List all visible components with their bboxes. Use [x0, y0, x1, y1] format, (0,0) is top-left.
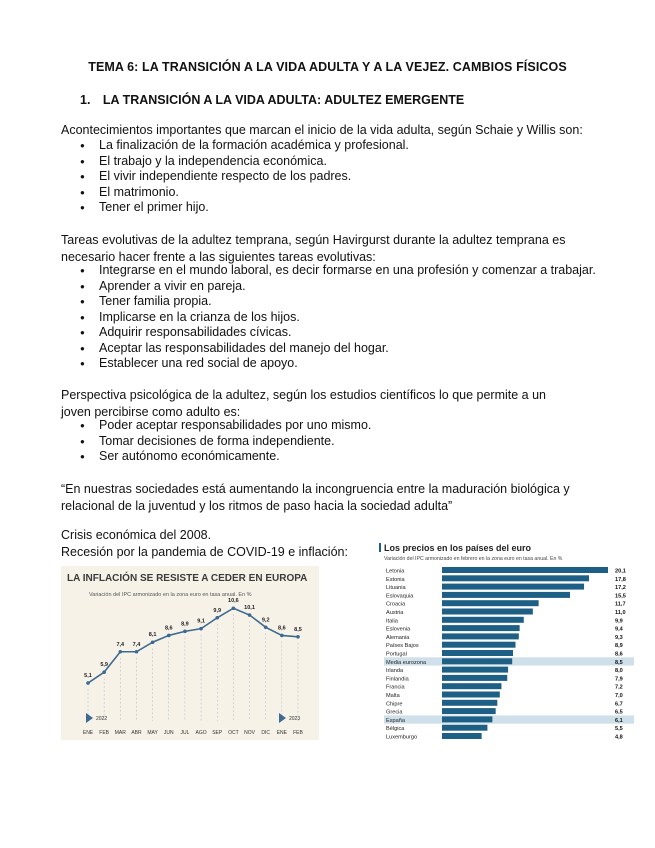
- category-label: Austria: [386, 610, 404, 616]
- data-point: [183, 630, 187, 634]
- countries-bar-chart: [376, 540, 636, 750]
- category-label: Portugal: [386, 651, 407, 658]
- list-item: ● El trabajo y la independencia económica.: [99, 154, 409, 170]
- section-heading: [80, 93, 464, 107]
- value-label: 15,5: [615, 593, 626, 600]
- line-chart-svg: [61, 566, 319, 740]
- tasks-list: [99, 263, 596, 372]
- value-label: 7,9: [615, 676, 623, 683]
- year-label: 2023: [289, 716, 301, 722]
- bar: [442, 650, 513, 656]
- bar: [442, 592, 570, 598]
- value-label: 11,0: [615, 610, 626, 616]
- perspective-list: [99, 418, 371, 465]
- data-label: 8,6: [278, 625, 286, 632]
- list-item: ● Adquirir responsabilidades cívicas.: [99, 325, 596, 341]
- value-label: 11,7: [615, 601, 626, 608]
- crisis-line-1: Crisis económica del 2008.: [61, 528, 212, 542]
- chart-subtitle: Variación del IPC armonizado en la zona euro en tasa anual. En %: [89, 592, 252, 598]
- category-label: Eslovaquia: [386, 593, 414, 600]
- page-title: TEMA 6: LA TRANSICIÓN A LA VIDA ADULTA Y A LA VEJEZ. CAMBIOS FÍSICOS: [88, 60, 567, 74]
- category-label: Malta: [386, 693, 400, 699]
- bar: [442, 584, 584, 590]
- bar: [442, 609, 533, 615]
- category-label: Alemania: [386, 634, 410, 641]
- crisis-line-2: Recesión por la pandemia de COVID-19 e inflación:: [61, 545, 348, 559]
- list-item: ● La finalización de la formación académica y profesional.: [99, 138, 409, 154]
- category-label: Francia: [386, 684, 405, 691]
- data-point: [215, 616, 219, 620]
- bar: [442, 683, 501, 689]
- data-label: 5,1: [84, 673, 92, 680]
- tick-label: SEP: [212, 730, 223, 736]
- list-item: ● Integrarse en el mundo laboral, es decir formarse en una profesión y comenzar a trabajar.: [99, 263, 596, 279]
- value-label: 9,9: [615, 618, 623, 625]
- tick-label: MAY: [147, 730, 158, 736]
- perspective-intro: Perspectiva psicológica de la adultez, según los estudios científicos lo que permite a un joven percibirse como adulto es:: [61, 388, 547, 419]
- list-item: ● Tener el primer hijo.: [99, 200, 409, 216]
- category-label: España: [386, 717, 405, 724]
- tasks-intro: Tareas evolutivas de la adultez temprana, según Havirgurst durante la adultez temprana es necesario hacer frente a las siguientes tareas evolutivas:: [61, 233, 566, 264]
- tick-label: OCT: [228, 730, 239, 736]
- data-point: [167, 634, 171, 638]
- list-item: ● Aprender a vivir en pareja.: [99, 279, 596, 295]
- data-label: 10,6: [228, 598, 239, 605]
- row-highlight: [384, 715, 634, 723]
- bar: [442, 600, 539, 606]
- title-accent-mark: [379, 543, 381, 552]
- value-label: 6,7: [615, 701, 623, 708]
- data-point: [248, 613, 252, 617]
- list-item: ● Poder aceptar responsabilidades por uno mismo.: [99, 418, 371, 434]
- data-point: [264, 625, 268, 629]
- data-point: [135, 650, 139, 654]
- value-label: 6,1: [615, 717, 623, 724]
- data-label: 8,9: [181, 621, 189, 628]
- tick-label: JUN: [163, 730, 174, 736]
- inflation-line-chart: [61, 566, 319, 740]
- year-label: 2022: [96, 716, 108, 722]
- bar: [442, 725, 487, 731]
- value-label: 7,0: [615, 693, 623, 699]
- list-item: ● Tener familia propia.: [99, 294, 596, 310]
- category-label: Estonia: [386, 576, 405, 583]
- value-label: 8,0: [615, 668, 623, 675]
- tick-label: FEB: [293, 730, 303, 736]
- category-label: Finlandia: [386, 676, 409, 683]
- value-label: 17,8: [615, 576, 626, 583]
- tick-label: NOV: [244, 730, 255, 736]
- bar: [442, 658, 512, 664]
- category-label: Países Bajos: [386, 643, 419, 650]
- chart-title: Los precios en los países del euro: [384, 543, 532, 553]
- bar: [442, 575, 589, 581]
- bar: [442, 625, 520, 631]
- bar: [442, 708, 496, 714]
- data-label: 7,4: [132, 641, 141, 648]
- data-point: [296, 635, 300, 639]
- category-label: Eslovenia: [386, 626, 411, 633]
- bar: [442, 733, 482, 739]
- data-label: 8,5: [294, 626, 302, 633]
- data-label: 9,1: [197, 618, 205, 625]
- category-label: Letonia: [386, 568, 405, 575]
- data-point: [199, 627, 203, 631]
- list-item: ● Implicarse en la crianza de los hijos.: [99, 310, 596, 326]
- data-label: 10,1: [244, 605, 255, 612]
- value-label: 8,6: [615, 651, 623, 658]
- list-item: ● Tomar decisiones de forma independiente.: [99, 434, 371, 450]
- tick-label: ENE: [82, 730, 94, 736]
- data-label: 7,4: [116, 641, 125, 648]
- events-list: [99, 138, 409, 216]
- data-label: 8,6: [164, 625, 173, 632]
- data-label: 5,9: [100, 662, 108, 669]
- data-label: 8,1: [148, 632, 157, 639]
- section-title: LA TRANSICIÓN A LA VIDA ADULTA: ADULTEZ EMERGENTE: [102, 93, 465, 107]
- tick-label: MAR: [114, 730, 126, 736]
- value-label: 17,2: [615, 585, 626, 592]
- bar: [442, 642, 516, 648]
- data-point: [151, 640, 155, 644]
- list-item: ● Ser autónomo económicamente.: [99, 449, 371, 465]
- bar: [442, 716, 492, 722]
- bar: [442, 617, 524, 623]
- data-point: [232, 606, 236, 610]
- bar: [442, 700, 497, 706]
- data-point: [280, 634, 284, 638]
- value-label: 9,4: [615, 626, 623, 633]
- tick-label: JUL: [180, 730, 190, 736]
- category-label: Chipre: [386, 701, 403, 708]
- data-point: [86, 681, 90, 685]
- bar: [442, 667, 508, 673]
- value-label: 4,8: [615, 734, 623, 741]
- data-point: [119, 650, 123, 654]
- data-label: 9,9: [213, 607, 222, 614]
- bar: [442, 567, 608, 573]
- category-label: Bélgica: [386, 726, 405, 733]
- data-label: 9,2: [261, 617, 270, 624]
- tick-label: ABR: [131, 730, 142, 736]
- tick-label: AGO: [195, 730, 207, 736]
- category-label: Croacia: [386, 601, 406, 608]
- quote-text: “En nuestras sociedades está aumentando la incongruencia entre la maduración biológica y relacional de la juventud y los ritmos de paso hacia la sociedad adulta”: [61, 482, 570, 513]
- chart-subtitle: Variación del IPC armonizado en febrero en la zona euro en tasa anual. En %: [384, 556, 563, 562]
- list-item: ● Establecer una red social de apoyo.: [99, 356, 596, 372]
- bar: [442, 675, 507, 681]
- value-label: 5,5: [615, 726, 623, 733]
- category-label: Lituania: [386, 585, 406, 592]
- tick-label: ENE: [276, 730, 287, 736]
- list-item: ● Aceptar las responsabilidades del manejo del hogar.: [99, 341, 596, 357]
- bar-chart-svg: [376, 540, 636, 750]
- category-label: Media eurozona: [386, 659, 427, 666]
- category-label: Irlanda: [386, 668, 404, 675]
- list-item: ● El vivir independiente respecto de los padres.: [99, 169, 409, 185]
- bar: [442, 692, 500, 698]
- category-label: Luxemburgo: [386, 734, 418, 741]
- bar: [442, 633, 519, 639]
- events-intro: Acontecimientos importantes que marcan el inicio de la vida adulta, según Schaie y Willis son:: [61, 123, 583, 137]
- category-label: Grecia: [386, 709, 403, 716]
- list-item: ● El matrimonio.: [99, 185, 409, 201]
- value-label: 20,1: [615, 568, 626, 575]
- category-label: Italia: [386, 618, 398, 625]
- value-label: 7,2: [615, 684, 623, 691]
- tick-label: DIC: [261, 730, 271, 736]
- value-label: 8,9: [615, 643, 623, 650]
- tick-label: FEB: [99, 730, 110, 736]
- value-label: 6,5: [615, 709, 623, 716]
- data-point: [102, 670, 106, 674]
- section-number: 1.: [80, 93, 91, 107]
- chart-title: LA INFLACIÓN SE RESISTE A CEDER EN EUROPA: [67, 573, 308, 584]
- value-label: 8,5: [615, 659, 623, 666]
- value-label: 9,3: [615, 634, 623, 641]
